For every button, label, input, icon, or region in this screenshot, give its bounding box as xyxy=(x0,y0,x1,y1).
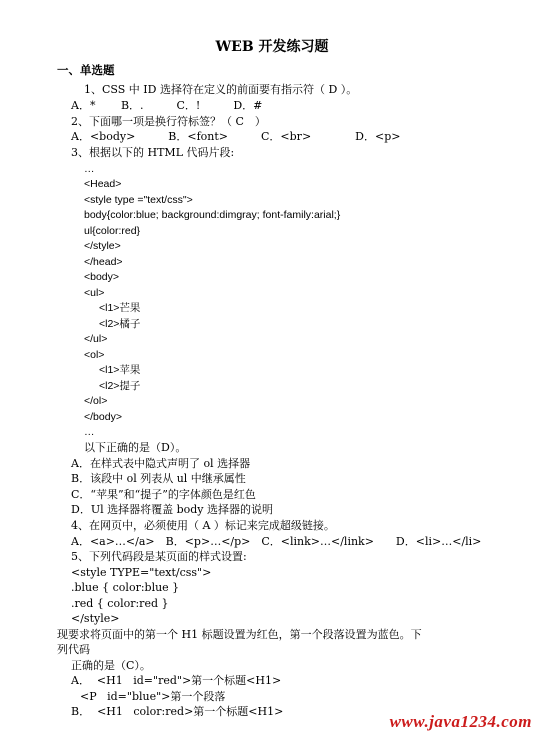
style-line: .blue { color:blue } xyxy=(71,581,180,594)
question-2: 2、下面哪一项是换行符标签？（ C ） xyxy=(71,115,266,128)
code-line: <ol> xyxy=(84,349,105,361)
code-line: … xyxy=(84,163,95,175)
code-line: … xyxy=(84,426,95,438)
question-3-prompt: 以下正确的是（D）。 xyxy=(84,441,187,454)
code-line: <body> xyxy=(84,271,120,283)
style-line: </style> xyxy=(71,612,120,625)
question-5-prompt: 正确的是（C）。 xyxy=(71,659,151,672)
code-line: </style> xyxy=(84,240,121,252)
option-b: B．该段中 ol 列表从 ul 中继承属性 xyxy=(71,472,246,485)
code-line: <Head> xyxy=(84,178,122,190)
code-line: <ul> xyxy=(84,287,105,299)
question-5-text: 现要求将页面中的第一个 H1 标题设置为红色，第一个段落设置为蓝色。下 xyxy=(57,628,422,641)
code-line: <l2>提子 xyxy=(99,380,141,392)
code-line: <style type ="text/css"> xyxy=(84,194,193,206)
code-line: body{color:blue; background:dimgray; font-family:arial;} xyxy=(84,209,341,221)
style-line: .red { color:red } xyxy=(71,597,169,610)
style-line: <style TYPE="text/css"> xyxy=(71,566,212,579)
document-title: WEB 开发练习题 xyxy=(215,39,329,55)
option-d: D．Ul 选择器将覆盖 body 选择器的说明 xyxy=(71,503,274,516)
question-5-text: 列代码 xyxy=(57,643,90,656)
code-line: </head> xyxy=(84,256,123,268)
question-4: 4、在网页中，必须使用（ A ）标记来完成超级链接。 xyxy=(71,519,335,532)
code-line: </body> xyxy=(84,411,122,423)
question-1-options: A．* B．. C．! D．# xyxy=(71,99,263,112)
question-2-options: A．<body> B．<font> C．<br> D．<p> xyxy=(71,130,401,143)
option-a-continued: <P id="blue">第一个段落 xyxy=(80,690,226,703)
code-line: <l1>芒果 xyxy=(99,302,141,314)
option-c: C．“苹果”和“提子”的字体颜色是红色 xyxy=(71,488,256,501)
option-a: A．在样式表中隐式声明了 ol 选择器 xyxy=(71,457,251,470)
watermark-logo: www.java1234.com xyxy=(389,712,532,731)
code-line: </ul> xyxy=(84,333,108,345)
code-line: <l1>苹果 xyxy=(99,364,141,376)
code-line: </ol> xyxy=(84,395,108,407)
code-line: <l2>橘子 xyxy=(99,318,141,330)
question-4-options: A．<a>…</a> B．<p>…</p> C．<link>…</link> D．<li>…</li> xyxy=(71,535,482,548)
question-3: 3、根据以下的 HTML 代码片段: xyxy=(71,146,235,159)
option-b: B． <H1 color:red>第一个标题<H1> xyxy=(71,705,284,718)
question-1: 1、CSS 中 ID 选择符在定义的前面要有指示符（ D ）。 xyxy=(84,83,358,96)
question-5: 5、下列代码段是某页面的样式设置: xyxy=(71,550,247,563)
option-a: A． <H1 id="red">第一个标题<H1> xyxy=(71,674,282,687)
section-heading: 一、单选题 xyxy=(57,63,115,77)
code-line: ul{color:red} xyxy=(84,225,141,237)
